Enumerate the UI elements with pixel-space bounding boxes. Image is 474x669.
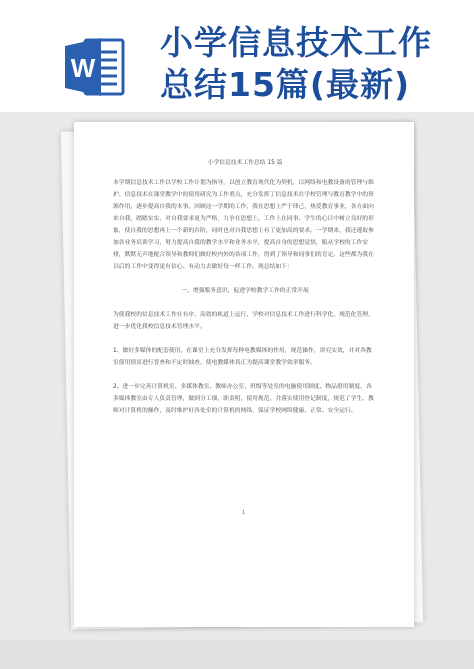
logo-letter: W [70,53,96,83]
page-number: 1 [242,510,246,516]
paragraph-intro: 本学期信息技术工作以学校工作计划为指导，以创立教育现代化为契机，以网络和电教设备的管理与维护、信息技术在课堂教学中的使用研究为工作重点，充分发挥了信息技术在学校管理与教育教学中的资源作用，逐步提高自我的本事。回顾这一学期的工作，我在思想上严于律己，热爱教育事业，各方面向来自我，踏踏实实，对自我要求更为严格，力争在思想上，工作上在同事、学生的心目中树立良好的形象，使自我的思想再上一个新的台阶，同时也对自我思想上有了更加高的要求。一学期来，我还遵取参加各业务培训学习，努力提高自我的教学水平和业务水平，提高自身的思想觉悟，服从学校的工作安排，默默无声地配合领导和教师们做好校内外的各项工作，得到了领导和同事们的肯定。这些都为我在以后的工作中变得更有信心、有动力去做好每一样工作。现总结如下： [113,180,374,270]
bottom-strip [0,640,474,669]
paragraph-management: 为使我校的信息技术工作在有序、高效的轨道上运行，学校对信息技术工作进行科学化、规范化管理，进一步优化我校信息技术管理水平。 [113,312,374,330]
document-page [74,122,414,627]
title-line-2: 总结15篇(最新) [160,65,411,104]
list-item-1: 1、做好多媒体的配套使用，在课堂上充分发挥每种电教媒体的作用，规范操作，讲究实效，并对各教室使用情景进行普查和不定时抽查，使电教媒体真正为提高课堂教学效率服务。 [113,348,372,366]
page-title [160,22,460,106]
section-heading-1: 一、增强服务意识，促进学校教学工作的正常开展 [181,288,309,294]
title-line-1: 小学信息技术工作 [160,23,432,62]
document-body [113,157,377,417]
list-item-2: 2、进一步完善计算机室、多媒体教室、教师办公室、班级等处室的电脑使用制度、物品借用制度，各多媒体教室由专人负责管理，做到分工细，职责明，使用规范，并落实使用登记制度，规范了学生、教师对计算机的操作，及时维护好各处室的计算机的网络，保证学校网络健康、正常、安全运行。 [113,384,374,414]
word-document-icon [63,34,127,100]
header-banner [0,0,474,112]
document-heading: 小学信息技术工作总结 15 篇 [207,160,283,166]
